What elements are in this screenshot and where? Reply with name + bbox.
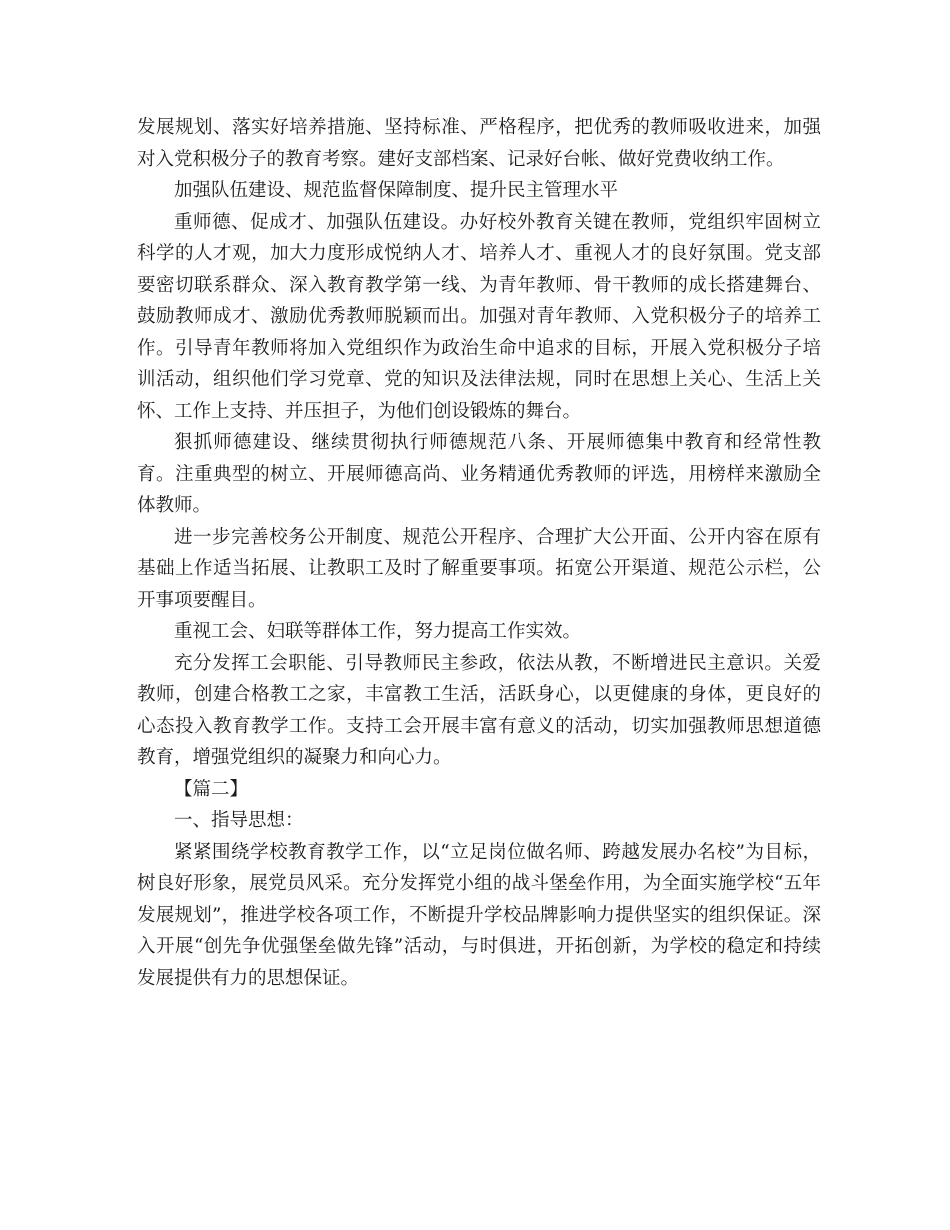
document-body [137, 112, 821, 994]
section-heading-team-building: 加强队伍建设、规范监督保障制度、提升民主管理水平 [174, 180, 619, 201]
paragraph-union-work: 重视工会、妇联等群体工作，努力提高工作实效。 [174, 621, 582, 642]
section-marker-part-two: 【篇二】 [174, 778, 249, 800]
paragraph-ethics-construction: 狠抓师德建设、继续贯彻执行师德规范八条、开展师德集中教育和经常性教育。注重典型的树立、开展师德高尚、业务精通优秀教师的评选，用榜样来激励全体教师。 [137, 432, 821, 516]
paragraph-school-affairs-openness: 进一步完善校务公开制度、规范公开程序、合理扩大公开面、公开内容在原有基础上作适当拓展、让教职工及时了解重要事项。拓宽公开渠道、规范公示栏，公开事项要醒目。 [137, 526, 821, 611]
paragraph-teacher-ethics-talent: 重师德、促成才、加强队伍建设。办好校外教育关键在教师，党组织牢固树立科学的人才观，加大力度形成悦纳人才、培养人才、重视人才的良好氛围。党支部要密切联系群众、深入教育教学第一线、为青年教师、骨干教师的成长搭建舞台、鼓励教师成才、激励优秀教师脱颖而出。加强对青年教师、入党积极分子的培养工作。引导青年教师将加入党组织作为政治生命中追求的目标，开展入党积极分子培训活动，组织他们学习党章、党的知识及法律法规，同时在思想上关心、生活上关怀、工作上支持、并压担子，为他们创设锻炼的舞台。 [137, 211, 821, 422]
section-heading-guiding-ideology: 一、指导思想： [174, 810, 304, 831]
paragraph-union-functions: 充分发挥工会职能、引导教师民主参政，依法从教，不断增进民主意识。关爱教师，创建合格教工之家，丰富教工生活，活跃身心，以更健康的身体，更良好的心态投入教育教学工作。支持工会开展丰富有意义的活动，切实加强教师思想道德教育，增强党组织的凝聚力和向心力。 [137, 652, 821, 768]
paragraph-continuation: 发展规划、落实好培养措施、坚持标准、严格程序，把优秀的教师吸收进来，加强对入党积极分子的教育考察。建好支部档案、记录好台帐、做好党费收纳工作。 [137, 117, 821, 170]
paragraph-guiding-ideology: 紧紧围绕学校教育教学工作，以“立足岗位做名师、跨越发展办名校”为目标，树良好形象，展党员风采。充分发挥党小组的战斗堡垒作用，为全面实施学校“五年发展规划”，推进学校各项工作，不断提升学校品牌影响力提供坚实的组织保证。深入开展“创先争优强堡垒做先锋”活动，与时俱进，开拓创新，为学校的稳定和持续发展提供有力的思想保证。 [137, 841, 821, 989]
